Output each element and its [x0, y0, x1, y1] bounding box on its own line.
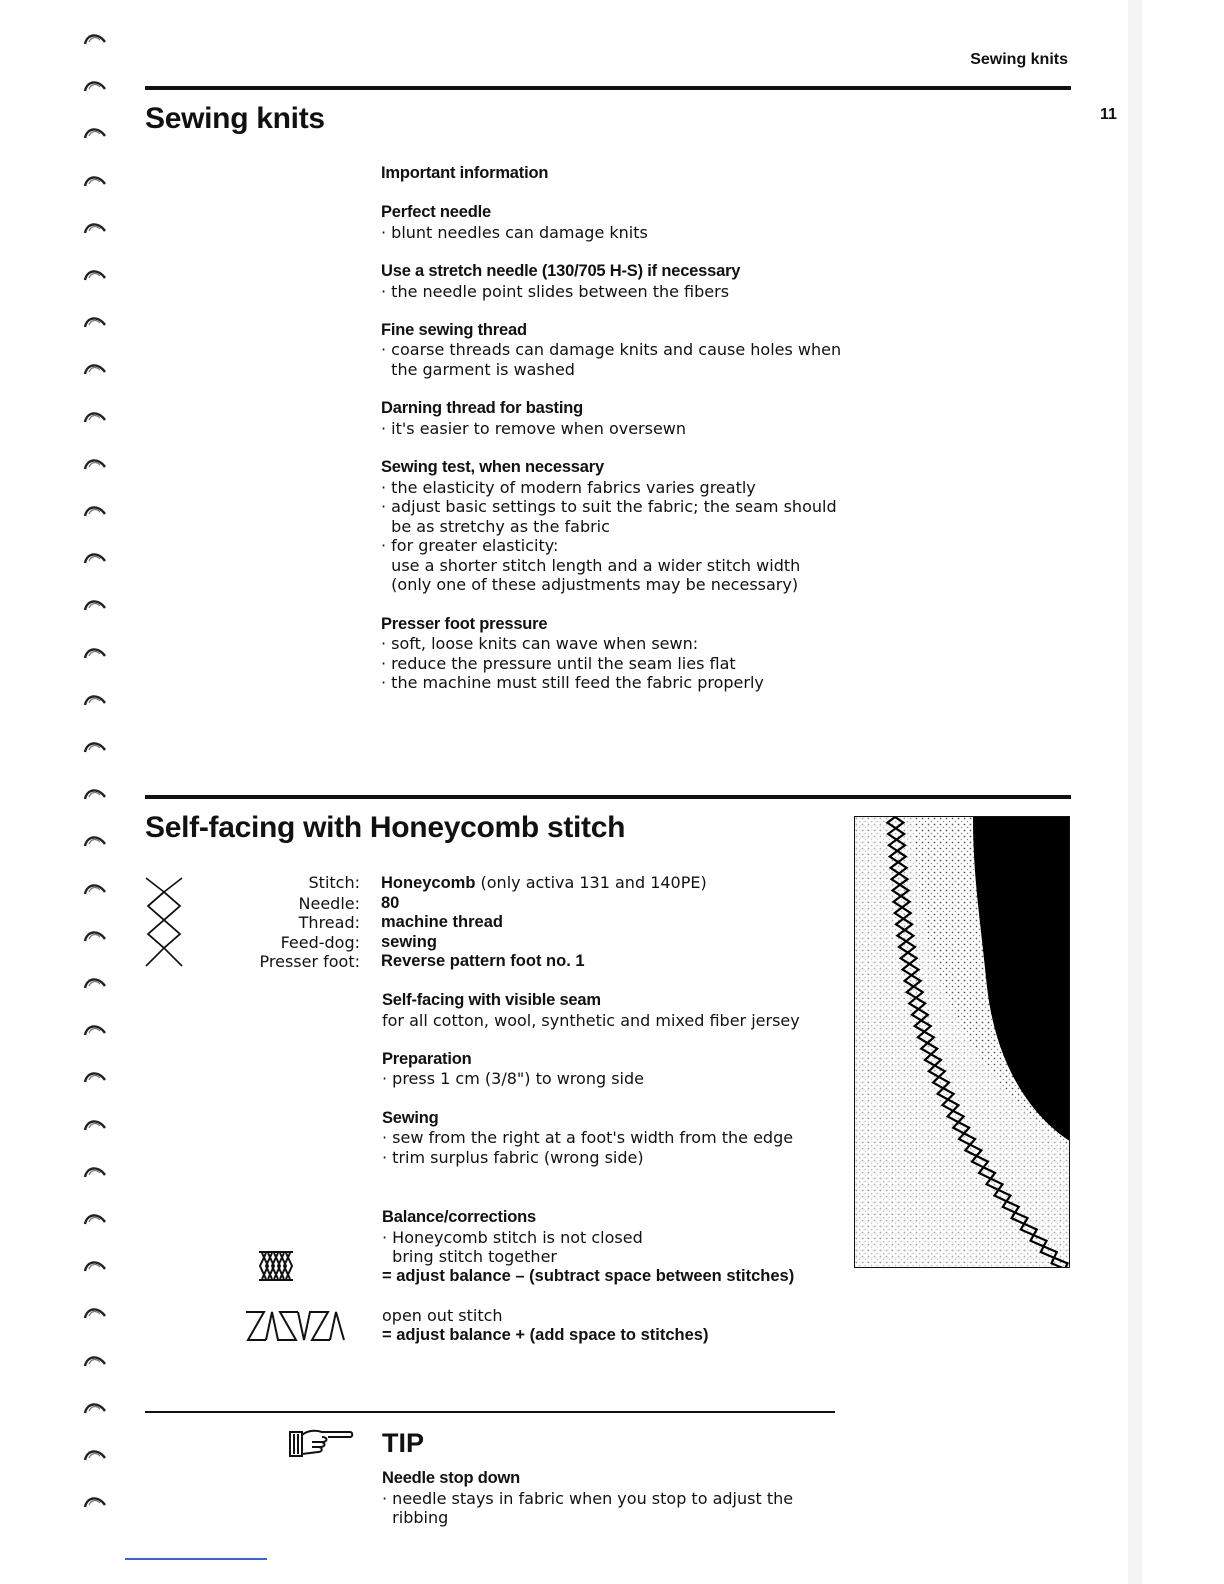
block-line: · the machine must still feed the fabric properly — [381, 673, 764, 693]
block-line: · for greater elasticity: — [381, 536, 559, 556]
block-heading: Needle stop down — [382, 1469, 520, 1487]
binder-ring-icon — [82, 1068, 108, 1086]
tip-rule — [145, 1411, 835, 1413]
binder-ring-icon — [82, 1116, 108, 1134]
honeycomb-instructions — [382, 991, 842, 1187]
balance-plus-line: = adjust balance + (add space to stitches) — [382, 1325, 709, 1344]
block-line: · it's easier to remove when oversewn — [381, 418, 687, 438]
block-heading: Balance/corrections — [382, 1208, 536, 1226]
block-line: bring stitch together — [382, 1247, 557, 1267]
block-line: (only one of these adjustments may be necessary) — [381, 575, 799, 595]
tip-content — [382, 1469, 842, 1528]
block-line: · sew from the right at a foot's width from the edge — [382, 1128, 794, 1148]
info-block-1 — [381, 203, 851, 242]
block-heading: Important information — [381, 164, 549, 182]
honeycomb-seam-illustration — [854, 816, 1070, 1268]
setting-value-text: Honeycomb — [381, 874, 476, 892]
setting-value: Reverse pattern foot no. 1 — [381, 952, 585, 971]
instr-block-1 — [382, 1050, 842, 1089]
block-line: open out stitch — [382, 1305, 503, 1325]
balance-corrections — [382, 1208, 842, 1345]
section-title-sewing-knits: Sewing knits — [145, 102, 325, 135]
block-heading: Use a stretch needle (130/705 H-S) if necessary — [381, 261, 741, 280]
binder-ring-icon — [82, 691, 108, 709]
binder-ring-icon — [82, 1352, 108, 1370]
binder-ring-icon — [82, 596, 108, 614]
binder-ring-icon — [82, 738, 108, 756]
instr-block-0 — [382, 991, 842, 1030]
binder-ring-icon — [82, 455, 108, 473]
binder-ring-icon — [82, 1163, 108, 1181]
info-block-4 — [381, 399, 851, 438]
setting-row-stitch — [196, 873, 707, 894]
setting-label: Presser foot: — [259, 952, 360, 972]
binder-ring-icon — [82, 1021, 108, 1039]
binder-ring-icon — [82, 1493, 108, 1511]
binder-ring-icon — [82, 77, 108, 95]
info-block-0 — [381, 164, 851, 184]
binder-ring-icon — [82, 30, 108, 48]
setting-row-needle — [196, 894, 707, 914]
block-heading: Perfect needle — [381, 203, 492, 222]
setting-label: Feed-dog: — [280, 932, 360, 952]
balance-minus-line: = adjust balance – (subtract space between stitches) — [382, 1266, 795, 1285]
block-line: ribbing — [382, 1508, 449, 1528]
honeycomb-stitch-icon — [144, 876, 184, 968]
binder-ring-icon — [82, 266, 108, 284]
section-title-honeycomb: Self-facing with Honeycomb stitch — [145, 811, 626, 844]
setting-label: Thread: — [298, 913, 360, 933]
binder-ring-icon — [82, 219, 108, 237]
binder-ring-icon — [82, 1399, 108, 1417]
binder-ring-icon — [82, 832, 108, 850]
binder-ring-icon — [82, 172, 108, 190]
stitch-settings-table — [196, 873, 707, 972]
page-number: 11 — [1100, 106, 1117, 123]
block-line: use a shorter stitch length and a wider stitch width — [381, 555, 801, 575]
setting-row-presser-foot — [196, 952, 707, 972]
block-line: · soft, loose knits can wave when sewn: — [381, 634, 699, 654]
block-line: be as stretchy as the fabric — [381, 516, 610, 536]
block-line: · adjust basic settings to suit the fabric; the seam should — [381, 497, 837, 517]
open-stitch-icon — [244, 1310, 348, 1342]
block-heading: Sewing test, when necessary — [381, 457, 604, 476]
info-block-5 — [381, 458, 851, 595]
binder-ring-icon — [82, 360, 108, 378]
block-heading: Presser foot pressure — [381, 614, 548, 633]
instr-block-2 — [382, 1109, 842, 1168]
binder-ring-icon — [82, 880, 108, 898]
pointing-hand-icon — [288, 1426, 354, 1460]
block-line: · the needle point slides between the fibers — [381, 281, 730, 301]
section-rule — [145, 795, 1071, 799]
setting-value: machine thread — [381, 913, 503, 932]
block-heading: Sewing — [382, 1108, 439, 1127]
info-block-3 — [381, 321, 851, 380]
tip-title: TIP — [382, 1428, 425, 1458]
setting-label: Needle: — [298, 893, 360, 913]
binder-ring-icon — [82, 549, 108, 567]
binder-ring-icon — [82, 502, 108, 520]
block-heading: Fine sewing thread — [381, 320, 527, 339]
block-line: · blunt needles can damage knits — [381, 222, 648, 242]
binder-ring-icon — [82, 124, 108, 142]
binder-ring-icon — [82, 927, 108, 945]
binder-ring-icon — [82, 785, 108, 803]
closed-stitch-icon — [258, 1250, 294, 1282]
setting-value: 80 — [381, 893, 400, 912]
setting-value — [381, 873, 707, 894]
block-heading: Self-facing with visible seam — [382, 991, 601, 1009]
binder-ring-icon — [82, 1446, 108, 1464]
page-edge-shadow — [1128, 0, 1142, 1584]
setting-row-thread — [196, 913, 707, 933]
binder-ring-icon — [82, 1210, 108, 1228]
block-heading: Preparation — [382, 1049, 472, 1068]
setting-value: sewing — [381, 932, 437, 951]
binder-ring-icon — [82, 313, 108, 331]
block-line: · the elasticity of modern fabrics varies greatly — [381, 477, 756, 497]
block-line: · coarse threads can damage knits and cause holes when — [381, 340, 842, 360]
block-line: · needle stays in fabric when you stop to adjust the — [382, 1488, 794, 1508]
setting-row-feed-dog — [196, 933, 707, 953]
binder-ring-icon — [82, 408, 108, 426]
bottom-link-underline — [125, 1558, 267, 1560]
block-heading: Darning thread for basting — [381, 399, 583, 418]
info-block-6 — [381, 615, 851, 693]
running-header: Sewing knits — [970, 51, 1068, 68]
setting-note: (only activa 131 and 140PE) — [475, 873, 707, 892]
binder-ring-icon — [82, 644, 108, 662]
info-block-2 — [381, 262, 851, 301]
header-rule — [145, 86, 1071, 90]
block-line: · Honeycomb stitch is not closed — [382, 1227, 643, 1247]
block-line: · trim surplus fabric (wrong side) — [382, 1147, 644, 1167]
block-line: the garment is washed — [381, 359, 575, 379]
block-line: for all cotton, wool, synthetic and mixed fiber jersey — [382, 1010, 800, 1030]
block-line: · press 1 cm (3/8") to wrong side — [382, 1069, 644, 1089]
important-info-column — [381, 164, 851, 713]
knit-fabric-image — [855, 817, 1070, 1268]
binder-ring-icon — [82, 1304, 108, 1322]
binder-ring-icon — [82, 974, 108, 992]
binder-ring-icon — [82, 1257, 108, 1275]
setting-label: Stitch: — [308, 873, 360, 892]
block-line: · reduce the pressure until the seam lies flat — [381, 653, 736, 673]
